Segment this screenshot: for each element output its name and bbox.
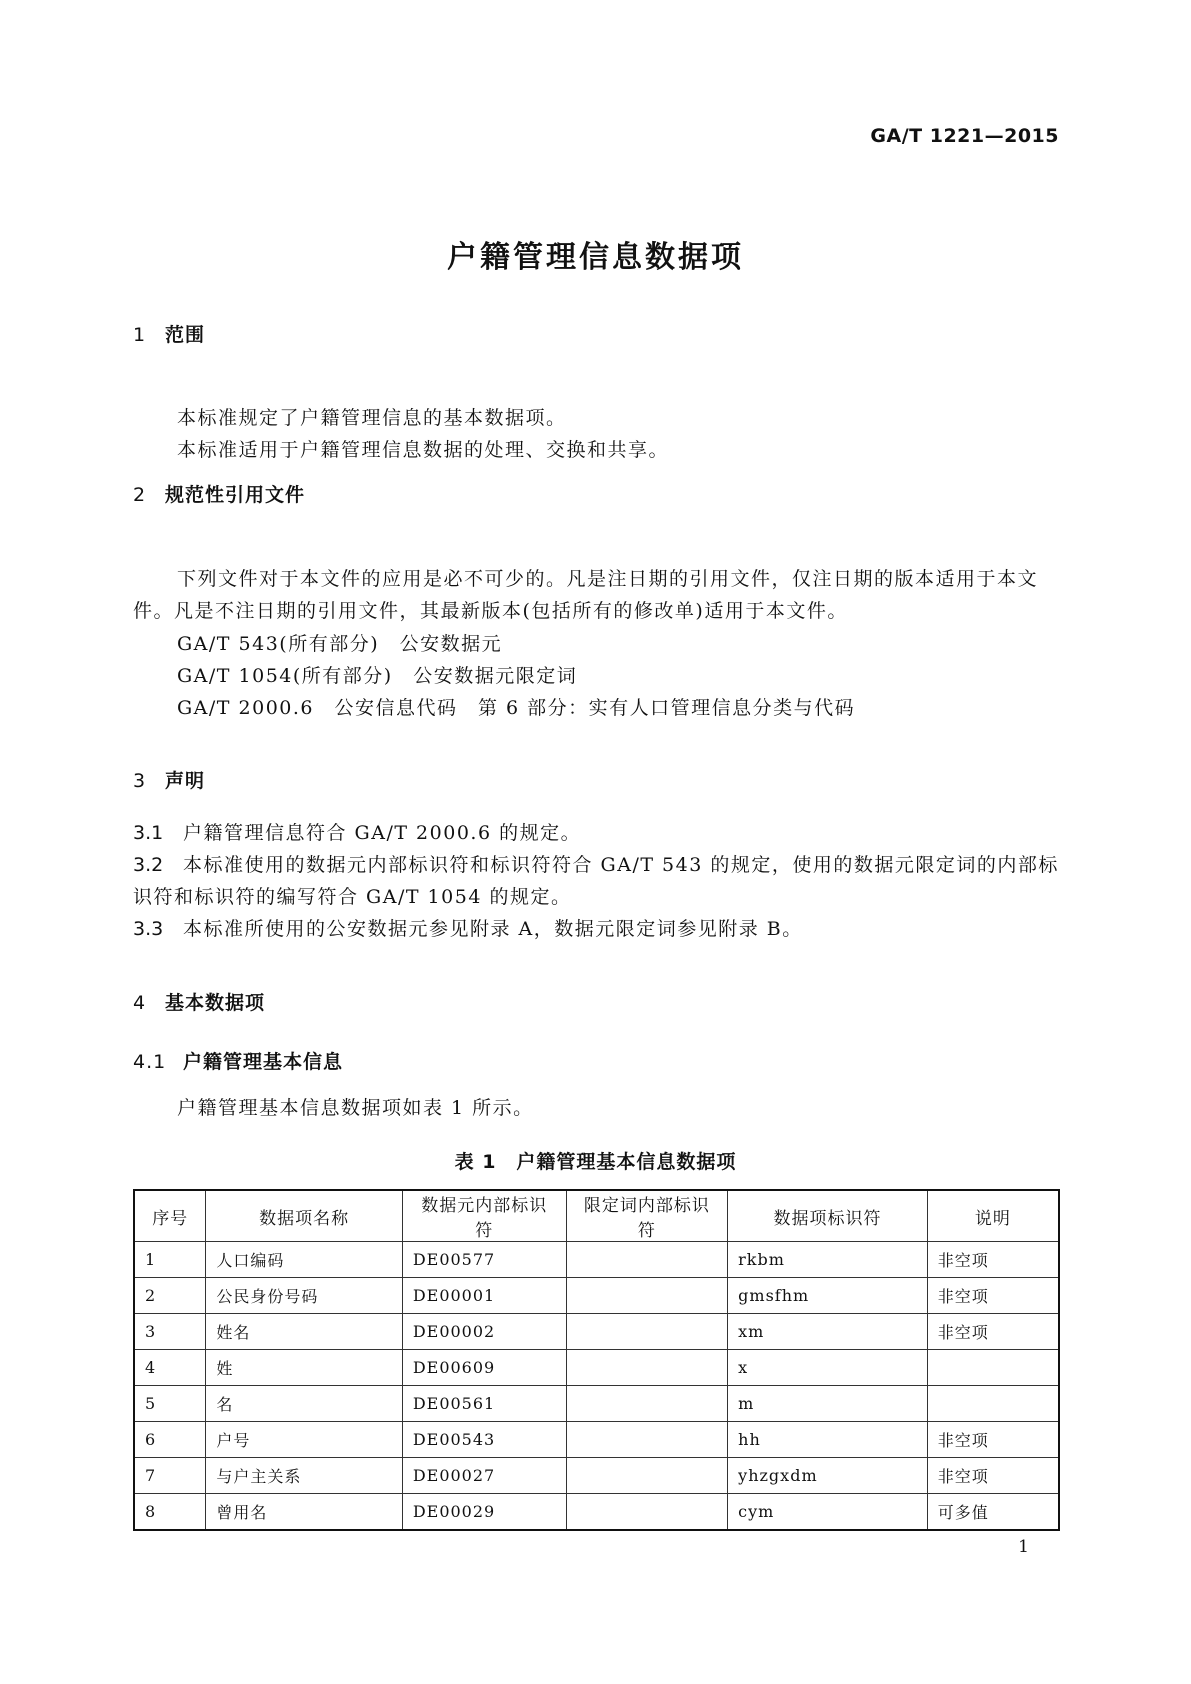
table-row <box>134 1458 1059 1494</box>
document-title: 户籍管理信息数据项 <box>447 240 744 275</box>
table-cell: DE00577 <box>402 1242 566 1278</box>
table-cell: 非空项 <box>927 1242 1059 1278</box>
table-cell: 7 <box>134 1458 206 1494</box>
table-row <box>134 1422 1059 1458</box>
section-3-heading <box>133 766 205 793</box>
table-cell <box>566 1314 728 1350</box>
column-header: 数据元内部标识符 <box>402 1190 566 1242</box>
section-title: 规范性引用文件 <box>165 484 306 506</box>
section-number: 2 <box>133 484 147 506</box>
column-header: 数据项名称 <box>206 1190 402 1242</box>
table-cell: 曾用名 <box>206 1494 402 1531</box>
table-row <box>134 1314 1059 1350</box>
section-4-heading <box>133 988 265 1015</box>
column-header: 说明 <box>927 1190 1059 1242</box>
column-header: 序号 <box>134 1190 206 1242</box>
paragraph: 本标准规定了户籍管理信息的基本数据项。 <box>177 407 567 429</box>
table-cell <box>566 1458 728 1494</box>
reference-item: GA/T 2000.6 公安信息代码 第 6 部分：实有人口管理信息分类与代码 <box>177 697 856 719</box>
table-cell: DE00543 <box>402 1422 566 1458</box>
table-cell <box>566 1350 728 1386</box>
table-cell <box>566 1278 728 1314</box>
table-cell: cym <box>728 1494 928 1531</box>
table-cell: 公民身份号码 <box>206 1278 402 1314</box>
table-cell: 2 <box>134 1278 206 1314</box>
table-cell: DE00029 <box>402 1494 566 1531</box>
clause-number: 3.1 <box>133 822 164 844</box>
table-cell: 非空项 <box>927 1278 1059 1314</box>
clause <box>133 913 1060 945</box>
clause-text: 户籍管理信息符合 GA/T 2000.6 的规定。 <box>183 822 582 844</box>
subsection-number: 4.1 <box>133 1051 167 1073</box>
table-cell: xm <box>728 1314 928 1350</box>
clause <box>133 817 1060 849</box>
section-number: 4 <box>133 992 147 1014</box>
table-cell: rkbm <box>728 1242 928 1278</box>
table-cell <box>927 1350 1059 1386</box>
table-cell: DE00001 <box>402 1278 566 1314</box>
section-title: 基本数据项 <box>165 992 266 1014</box>
table-cell <box>927 1386 1059 1422</box>
reference-list <box>177 628 1067 724</box>
table-cell <box>566 1386 728 1422</box>
standard-number: GA/T 1221—2015 <box>870 125 1059 147</box>
table-cell: DE00561 <box>402 1386 566 1422</box>
section-2-heading <box>133 480 305 507</box>
section-title: 范围 <box>165 324 206 346</box>
subsection-title: 户籍管理基本信息 <box>183 1051 344 1073</box>
section-number: 3 <box>133 770 147 792</box>
table-cell: gmsfhm <box>728 1278 928 1314</box>
table-caption: 表 1 户籍管理基本信息数据项 <box>454 1151 737 1173</box>
section-title: 声明 <box>165 770 206 792</box>
table-cell: 6 <box>134 1422 206 1458</box>
table-cell <box>566 1242 728 1278</box>
clause-number: 3.2 <box>133 854 164 876</box>
table-cell: 姓名 <box>206 1314 402 1350</box>
column-header: 数据项标识符 <box>728 1190 928 1242</box>
section-number: 1 <box>133 324 147 346</box>
table-cell: 人口编码 <box>206 1242 402 1278</box>
clause-number: 3.3 <box>133 918 164 940</box>
paragraph: 本标准适用于户籍管理信息数据的处理、交换和共享。 <box>177 439 670 461</box>
table-cell: 3 <box>134 1314 206 1350</box>
reference-item: GA/T 1054(所有部分) 公安数据元限定词 <box>177 665 578 687</box>
table-cell: 可多值 <box>927 1494 1059 1531</box>
table-cell: x <box>728 1350 928 1386</box>
table-row <box>134 1350 1059 1386</box>
subsection-4-1-heading <box>133 1047 343 1074</box>
table-row <box>134 1386 1059 1422</box>
table-cell: 与户主关系 <box>206 1458 402 1494</box>
table-cell: 非空项 <box>927 1314 1059 1350</box>
table-cell: 非空项 <box>927 1458 1059 1494</box>
table-cell: 1 <box>134 1242 206 1278</box>
table-row <box>134 1242 1059 1278</box>
table-cell: 非空项 <box>927 1422 1059 1458</box>
table-cell: hh <box>728 1422 928 1458</box>
subsection-4-1-text: 户籍管理基本信息数据项如表 1 所示。 <box>177 1097 534 1119</box>
table-cell: m <box>728 1386 928 1422</box>
section-1-body <box>177 402 1067 466</box>
reference-item: GA/T 543(所有部分) 公安数据元 <box>177 633 503 655</box>
clause-text: 本标准使用的数据元内部标识符和标识符符合 GA/T 543 的规定，使用的数据元限定词的内部标识符和标识符的编写符合 GA/T 1054 的规定。 <box>133 854 1059 908</box>
table-header-row <box>134 1190 1059 1242</box>
table-row <box>134 1278 1059 1314</box>
table-cell: 8 <box>134 1494 206 1531</box>
table-cell <box>566 1494 728 1531</box>
table-cell: 4 <box>134 1350 206 1386</box>
section-2-intro: 下列文件对于本文件的应用是必不可少的。凡是注日期的引用文件，仅注日期的版本适用于本文件。凡是不注日期的引用文件，其最新版本(包括所有的修改单)适用于本文件。 <box>133 568 1039 622</box>
table-cell <box>566 1422 728 1458</box>
table-cell: 户号 <box>206 1422 402 1458</box>
page-number: 1 <box>1018 1537 1029 1557</box>
table-cell: DE00027 <box>402 1458 566 1494</box>
clause <box>133 849 1060 913</box>
table-cell: yhzgxdm <box>728 1458 928 1494</box>
column-header: 限定词内部标识符 <box>566 1190 728 1242</box>
table-row <box>134 1494 1059 1531</box>
table-cell: 姓 <box>206 1350 402 1386</box>
table-cell: 5 <box>134 1386 206 1422</box>
table-cell: DE00609 <box>402 1350 566 1386</box>
data-items-table <box>133 1189 1060 1531</box>
section-1-heading <box>133 320 205 347</box>
table-cell: DE00002 <box>402 1314 566 1350</box>
table-cell: 名 <box>206 1386 402 1422</box>
section-3-clauses <box>133 817 1060 945</box>
clause-text: 本标准所使用的公安数据元参见附录 A，数据元限定词参见附录 B。 <box>183 918 803 940</box>
